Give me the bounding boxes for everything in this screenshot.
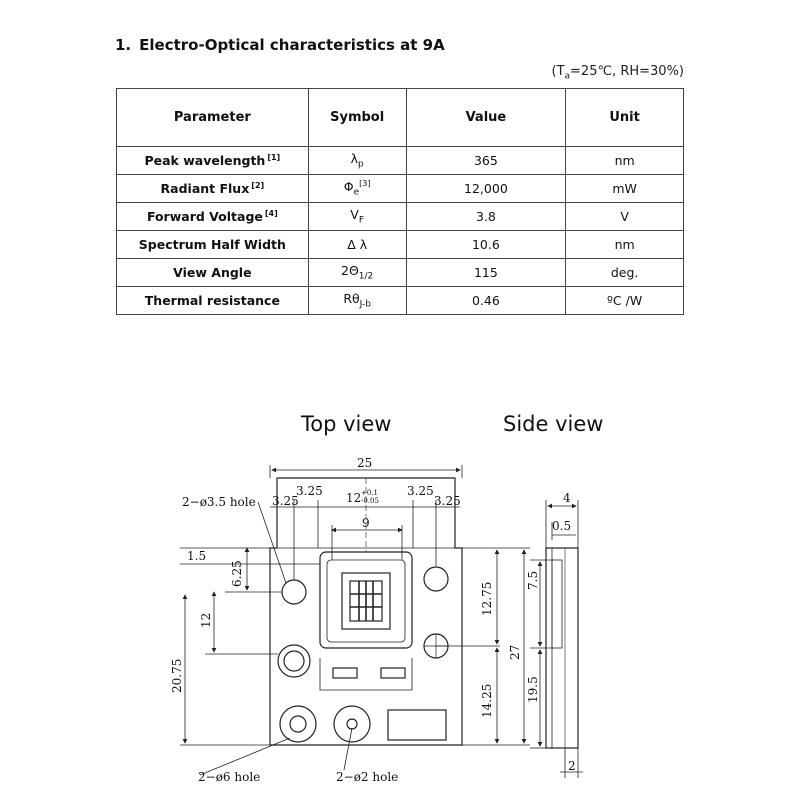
cell-parameter: Radiant Flux [2]	[117, 175, 309, 203]
dim-9: 9	[362, 516, 370, 530]
cell-unit: V	[566, 203, 684, 231]
side-dim-7-5: 7.5	[526, 570, 540, 590]
dim-6-25: 6.25	[230, 560, 244, 587]
dim-27: 27	[508, 644, 522, 660]
side-view-dimension-lines	[530, 500, 583, 778]
side-view-title: Side view	[503, 412, 604, 436]
cell-symbol: Δ λ	[308, 231, 406, 259]
dim-3-25-left: 3.25	[272, 494, 299, 508]
cell-value: 365	[406, 147, 566, 175]
cell-value: 0.46	[406, 287, 566, 315]
cell-symbol: $2\Theta_{1/2}$	[308, 259, 406, 287]
cell-parameter: View Angle	[117, 259, 309, 287]
callout-hole-2: 2−ø2 hole	[336, 770, 399, 784]
top-view-title: Top view	[301, 412, 392, 436]
cell-value: 10.6	[406, 231, 566, 259]
cell-value: 115	[406, 259, 566, 287]
dim-14-25: 14.25	[480, 683, 494, 718]
test-conditions: ($T_a=25℃$, RH=30%)	[551, 64, 684, 82]
cell-symbol: $V_F$	[308, 203, 406, 231]
side-dim-0-5: 0.5	[552, 519, 572, 533]
cell-value: 12,000	[406, 175, 566, 203]
header-unit: Unit	[566, 89, 684, 147]
dim-12-vertical: 12	[199, 612, 213, 628]
cell-unit: nm	[566, 231, 684, 259]
cell-parameter: Forward Voltage [4]	[117, 203, 309, 231]
dim-12-tol-minus: -0.05	[361, 497, 379, 505]
section-number: 1.	[115, 36, 132, 54]
dim-1-5: 1.5	[187, 549, 207, 563]
side-dim-2: 2	[568, 759, 576, 773]
section-title: Electro-Optical characteristics at 9A	[139, 36, 445, 54]
dim-width-25: 25	[357, 456, 373, 470]
cell-parameter: Thermal resistance	[117, 287, 309, 315]
cell-unit: nm	[566, 147, 684, 175]
dim-3-25-right: 3.25	[434, 494, 461, 508]
side-view-dimension-labels	[526, 491, 576, 773]
cell-unit: ºC /W	[566, 287, 684, 315]
cell-unit: deg.	[566, 259, 684, 287]
header-symbol: Symbol	[308, 89, 406, 147]
side-dim-19-5: 19.5	[526, 676, 540, 703]
dim-12: 12	[346, 491, 362, 505]
side-dim-4: 4	[563, 491, 571, 505]
dim-3-25-b: 3.25	[407, 484, 434, 498]
cell-symbol: $\Phi_e[3]$	[308, 175, 406, 203]
cell-unit: mW	[566, 175, 684, 203]
dim-12-75: 12.75	[480, 581, 494, 616]
cell-value: 3.8	[406, 203, 566, 231]
header-parameter: Parameter	[117, 89, 309, 147]
dim-20-75: 20.75	[170, 658, 184, 693]
top-view-dimension-labels	[170, 456, 522, 784]
dim-3-25-a: 3.25	[296, 484, 323, 498]
header-value: Value	[406, 89, 566, 147]
callout-hole-3-5: 2−ø3.5 hole	[182, 495, 256, 509]
dim-12-tol-plus: +0.1	[361, 489, 378, 497]
cell-symbol: $R\theta_{J-b}$	[308, 287, 406, 315]
cell-symbol: $\lambda_p$	[308, 147, 406, 175]
cell-parameter: Peak wavelength [1]	[117, 147, 309, 175]
cell-parameter: Spectrum Half Width	[117, 231, 309, 259]
callout-hole-6: 2−ø6 hole	[198, 770, 261, 784]
